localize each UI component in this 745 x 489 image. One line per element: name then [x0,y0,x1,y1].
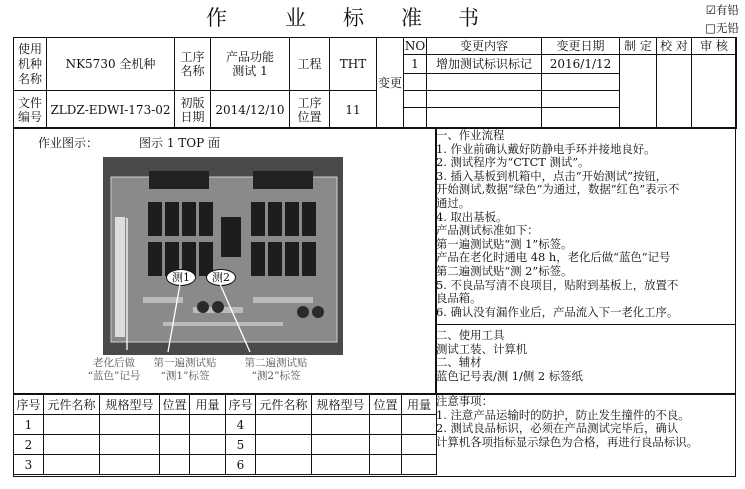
parts-header: 序号 [226,395,256,415]
callout-line-c [220,284,250,352]
parts-cell [256,455,312,475]
flow-line: 3. 插入基板到机箱中，点击“开始测试”按钮， [436,169,668,183]
parts-header: 位置 [370,395,402,415]
parts-header-row [14,395,437,415]
no-header: NO [404,39,426,53]
figure-heading: 作业图示： [38,136,99,150]
parts-header: 规格型号 [100,395,160,415]
parts-header: 位置 [160,395,190,415]
title-char: 准 [401,6,422,30]
parts-header: 用量 [402,395,437,415]
doc-no-label: 文件编号 [14,91,47,129]
tools-text [436,329,734,383]
flow-line: 第二遍测试贴“测 2”标签。 [436,264,573,278]
edition-value: 2014/12/10 [211,91,290,129]
change-content: 增加测试标识标记 [427,55,542,74]
sticker-test2: 测2 [206,269,236,286]
author-header: 制 定 [620,38,657,55]
parts-cell [44,435,100,455]
work-flow-text [436,129,734,319]
flow-line: 2. 测试程序为“CTCT 测试”。 [436,156,590,170]
doc-no-value: ZLDZ-EDWI-173-02 [47,91,175,129]
parts-cell [44,415,100,435]
parts-cell [160,415,190,435]
parts-cell [44,455,100,475]
parts-cell [190,455,226,475]
notes-line: 1. 注意产品运输时的防护，防止发生撞件的不良。 [436,408,690,422]
parts-cell: 4 [226,415,256,435]
sticker-test1: 测1 [166,269,196,286]
notes-line: 计算机各项指标显示绿色为合格，再进行良品标识。 [436,435,698,449]
parts-cell [256,415,312,435]
tools-line: 二、使用工具 [436,329,505,342]
notes-text [436,395,734,449]
parts-cell: 6 [226,455,256,475]
process-name-value: 产品功能测试 1 [211,38,290,91]
usage-value: NK5730 全机种 [47,38,175,91]
parts-header: 元件名称 [256,395,312,415]
parts-cell: 3 [14,455,44,475]
parts-cell [190,415,226,435]
change-date-header: 变更日期 [542,38,620,55]
flow-line: 产品测试标准如下： [436,224,539,238]
lead-label: 有铅 [716,3,739,17]
notes-line: 注意事项： [436,395,493,408]
parts-header: 规格型号 [312,395,370,415]
change-date: 2016/1/12 [542,55,620,74]
edition-label: 初版日期 [175,91,211,129]
change-content-header: 变更内容 [427,38,542,55]
flow-line: 通过。 [436,196,471,210]
tools-line: 蓝色记号表/测 1/侧 2 标签纸 [436,369,583,383]
flow-line: 5. 不良品写清不良项目，贴附到基板上，放置不 [436,278,679,292]
process-pos-label: 工序位置 [290,91,330,129]
flow-line: 良品箱。 [436,292,482,306]
parts-cell [370,435,402,455]
table-row [14,415,437,435]
label-blue-mark: 老化后做 “蓝色”记号 [87,357,141,382]
parts-cell [256,435,312,455]
parts-table [13,394,437,475]
parts-cell: 2 [14,435,44,455]
title-char: 作 [206,6,227,30]
title-char: 标 [343,6,364,30]
tools-line: 测试工装、计算机 [436,342,528,356]
review-header: 审 核 [692,38,737,55]
flow-line: 4. 取出基板。 [436,210,508,224]
table-row [14,455,437,475]
engineering-value: THT [330,38,377,91]
checkbox-empty-icon: □ [705,21,716,35]
flow-line: 第一遍测试贴“测 1”标签。 [436,237,573,251]
engineering-label: 工程 [290,38,330,91]
title-char: 业 [285,6,306,30]
parts-cell [100,435,160,455]
parts-cell [312,415,370,435]
flow-line: 6. 确认没有漏作业后，产品流入下一老化工序。 [436,305,679,319]
flow-line: 产品在老化时通电 48 h，老化后做“蓝色”记号 [436,251,671,265]
callout-line-b [168,284,180,352]
usage-label: 使用机种名称 [14,38,47,91]
notes-line: 2. 测试良品标识，必须在产品测试完毕后，确认 [436,422,679,436]
parts-cell [402,435,437,455]
lead-label: 无铅 [716,21,739,35]
parts-cell: 1 [14,415,44,435]
parts-cell [160,455,190,475]
label-test1: 第一遍测试贴 “测1”标签 [153,357,217,382]
flow-line: 一、作业流程 [436,129,505,142]
figure-caption: 图示 1 TOP 面 [139,136,220,150]
checkbox-checked-icon: ☑ [705,3,716,17]
parts-header: 序号 [14,395,44,415]
parts-cell [402,455,437,475]
label-test2: 第二遍测试贴 “测2”标签 [244,357,308,382]
parts-cell [160,435,190,455]
parts-cell [370,455,402,475]
change-label: 变更 [377,38,404,129]
parts-cell [100,415,160,435]
parts-cell [312,455,370,475]
parts-cell: 5 [226,435,256,455]
tools-line: 二、辅材 [436,356,482,370]
table-row [14,435,437,455]
parts-header: 元件名称 [44,395,100,415]
process-name-label: 工序名称 [175,38,211,91]
title-char: 书 [458,6,479,30]
change-no: 1 [404,55,427,74]
flow-line: 1. 作业前确认戴好防静电手环并接地良好。 [436,142,656,156]
parts-cell [190,435,226,455]
process-pos-value: 11 [330,91,377,129]
check-header: 校 对 [657,38,692,55]
parts-cell [312,435,370,455]
parts-cell [100,455,160,475]
parts-cell [370,415,402,435]
parts-cell [402,415,437,435]
parts-header: 用量 [190,395,226,415]
flow-line: 开始测试,数据“绿色”为通过，数据“红色”表示不 [436,183,680,197]
